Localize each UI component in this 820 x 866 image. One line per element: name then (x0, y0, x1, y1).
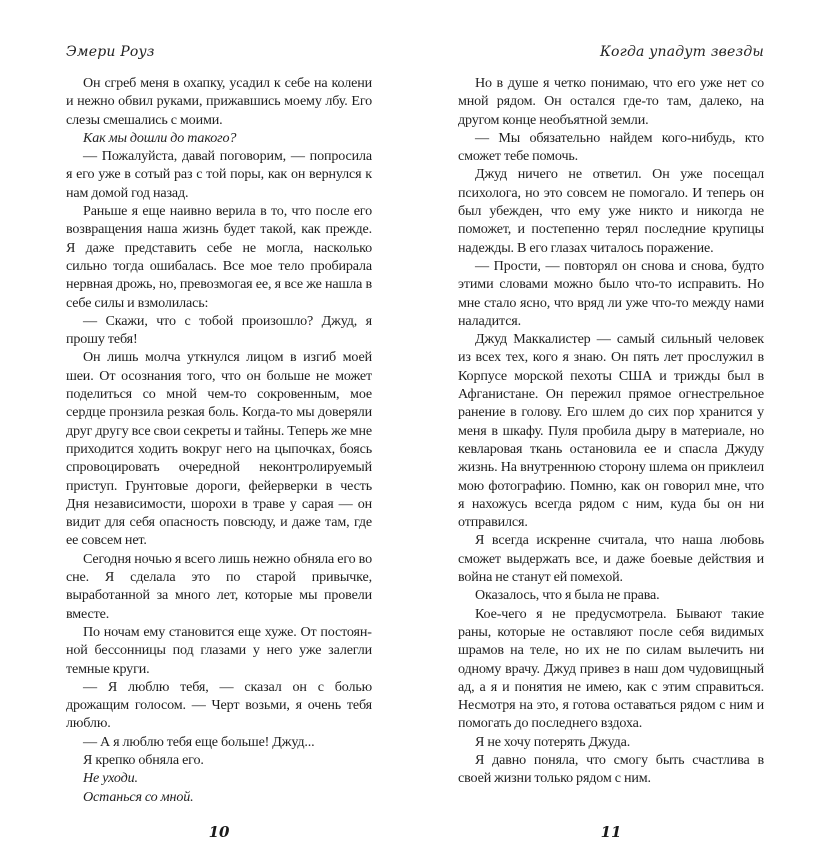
right-page (410, 0, 820, 866)
paragraph: Я крепко обняла его. (83, 751, 204, 768)
paragraph-italic: Не уходи. (83, 770, 138, 787)
paragraph: Раньше я еще наивно верила в то, что после его возвращения наша жизнь будет такой, как прежде. Я даже представить себе не могла, насколько сильно тогда ошибалась. Все мое тело пробирала нервная дрожь, но, превозмогая ее, я все же нашла в себе силы и взмолилась: (66, 203, 372, 311)
paragraph: Сегодня ночью я всего лишь нежно обняла его во сне. Я сделала это по старой привычке, выработанной за много лет, которые мы провели вместе. (66, 550, 372, 622)
paragraph: — Пожалуйста, давай поговорим, — попросила я его уже в сотый раз с той поры, как он вернулся к нам домой год назад. (66, 148, 372, 201)
paragraph: Джуд ничего не ответил. Он уже посещал психолога, но это совсем не помогало. И теперь он был убежден, что ему уже никто и никогда не поможет, и постепенно терял последние крупицы надежды. В его глазах читалось поражение. (458, 166, 764, 256)
paragraph: — Мы обязательно найдем кого-нибудь, кто сможет тебе помочь. (458, 129, 764, 165)
paragraph: Но в душе я четко понимаю, что его уже нет со мной рядом. Он остался где-то там, далеко, на другом конце необъятной земли. (458, 75, 764, 128)
paragraph: — Скажи, что с тобой произошло? Джуд, я прошу тебя! (66, 312, 372, 348)
running-head-title: Когда упадут звезды (600, 44, 764, 60)
paragraph: Оказалось, что я была не права. (475, 587, 660, 604)
paragraph: — Прости, — повторял он снова и снова, будто этими словами можно было что-то исправить. Но мне стало ясно, что вряд ли уже что-то между нами наладится. (458, 257, 764, 329)
paragraph: — А я люблю тебя еще больше! Джуд... (83, 733, 315, 750)
paragraph-italic: Как мы дошли до такого? (83, 129, 237, 146)
page-number: 11 (600, 822, 622, 841)
paragraph: Я давно поняла, что смогу быть счастлива в своей жизни только рядом с ним. (458, 751, 764, 787)
paragraph: Он сгреб меня в охапку, усадил к себе на колени и нежно обвил руками, прижавшись моему лбу. Его слезы смешались с моими. (66, 75, 372, 128)
paragraph: Кое-чего я не предусмотрела. Бывают такие раны, которые не оставляют после себя видимых шрамов на теле, но их не по силам вылечить ни одному врачу. Джуд привез в наш дом чудовищный ад, а я и понятия не имею, как с этим справиться. Несмотря на это, я готова оставаться рядом с ним и помогать до последнего вздоха. (458, 605, 764, 732)
left-page-body (66, 74, 372, 806)
paragraph: Я всегда искренне считала, что наша любовь сможет выдержать все, и даже боевые действия и война не станут ей помехой. (458, 532, 764, 586)
paragraph: Я не хочу потерять Джуда. (475, 733, 631, 750)
running-head-author: Эмери Роуз (66, 44, 155, 60)
paragraph: — Я люблю тебя, — сказал он с болью дрожащим голосом. — Черт возьми, я очень тебя люблю. (66, 678, 372, 732)
paragraph: Джуд Маккалистер — самый сильный человек из всех тех, кого я знаю. Он пять лет прослужил в Корпусе морской пехоты США и трижды был в Афганистане. Он пережил прямое огнестрельное ранение в голову. Его шлем до сих пор хранится у меня в шкафу. Пуля пробила дыру в материале, но кевларовая ткань остановила ее и спасла Джуду жизнь. На внутреннюю сторону шлема он приклеил мою фотографию. Помню, как он говорил мне, что я нахожусь всегда рядом с ним, куда бы он ни отправился. (458, 331, 764, 531)
paragraph: По ночам ему становится еще хуже. От постоянной бессонницы под глазами у него уже залегли темные круги. (66, 623, 372, 677)
right-page-body (458, 74, 764, 788)
page-number: 10 (208, 822, 230, 841)
paragraph: Он лишь молча уткнулся лицом в изгиб моей шеи. От осознания того, что он больше не может поделиться со мной чем-то сокровенным, мое сердце пронзила резкая боль. Когда-то мы доверяли друг другу все свои секреты и тайны. Теперь же мне приходится ходить вокруг него на цыпочках, боясь спровоцировать очередной неконтролируемый приступ. Грунтовые дороги, фейерверки в честь Дня независимости, шорохи в траве у сарая — он видит для себя опасность повсюду, и даже там, где ее совсем нет. (66, 349, 372, 549)
paragraph-italic: Останься со мной. (83, 788, 194, 805)
